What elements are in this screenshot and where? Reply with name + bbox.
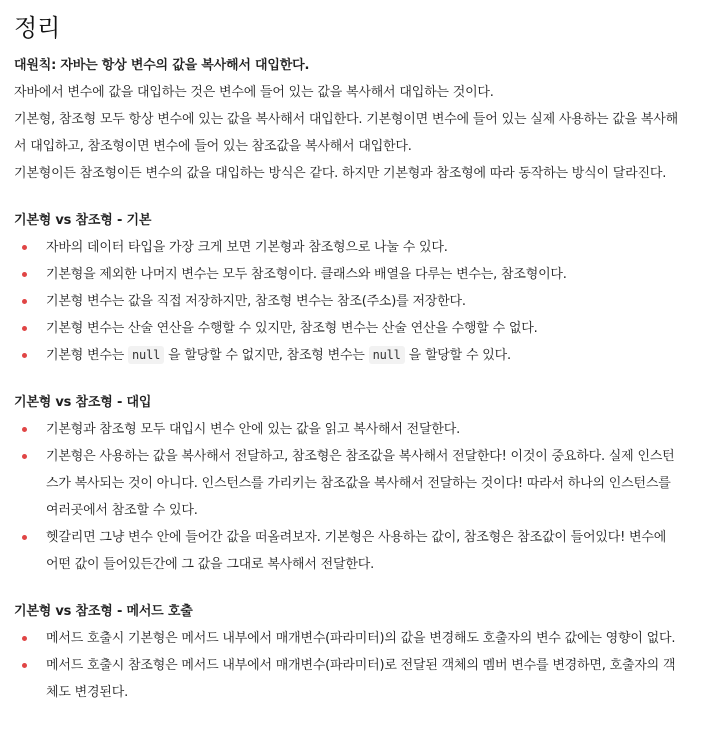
list-item-text: 자바의 데이터 타입을 가장 크게 보면 기본형과 참조형으로 나눌 수 있다. [46, 240, 448, 255]
page-title: 정리 [14, 14, 61, 42]
bullet-dot-icon [22, 299, 27, 304]
list-item [14, 342, 688, 369]
list-item-text-part: 을 할당할 수 있다. [404, 348, 511, 363]
bullet-list-assignment [14, 416, 688, 578]
list-item [14, 625, 688, 652]
list-item [14, 261, 688, 288]
list-item [14, 234, 688, 261]
list-item-text: 기본형 변수는 값을 직접 저장하지만, 참조형 변수는 참조(주소)를 저장한다. [46, 294, 466, 309]
list-item-text: 기본형과 참조형 모두 대입시 변수 안에 있는 값을 읽고 복사해서 전달한다. [46, 422, 460, 437]
intro-paragraph-2: 기본형, 참조형 모두 항상 변수에 있는 값을 복사해서 대입한다. 기본형이면 변수에 들어 있는 실제 사용하는 값을 복사해서 대입하고, 참조형이면 변수에 들어 있는 참조값을 복사해서 대입한다. [14, 112, 678, 154]
bullet-dot-icon [22, 454, 27, 459]
list-item [14, 443, 688, 524]
bullet-dot-icon [22, 663, 27, 668]
bullet-dot-icon [22, 353, 27, 358]
section-assignment [14, 389, 688, 578]
inline-code: null [128, 346, 164, 364]
list-item [14, 652, 688, 706]
list-item-text: 메서드 호출시 참조형은 메서드 내부에서 매개변수(파라미터)로 전달된 객체의 멤버 변수를 변경하면, 호출자의 객체도 변경된다. [46, 658, 676, 700]
bullet-dot-icon [22, 272, 27, 277]
section-title-method-call: 기본형 vs 참조형 - 메서드 호출 [14, 604, 193, 619]
section-basic [14, 207, 688, 369]
bullet-dot-icon [22, 245, 27, 250]
section-title-basic: 기본형 vs 참조형 - 기본 [14, 213, 152, 228]
list-item-text: 기본형은 사용하는 값을 복사해서 전달하고, 참조형은 참조값을 복사해서 전달한다! 이것이 중요하다. 실제 인스턴스가 복사되는 것이 아니다. 인스턴스를 가리키는 참조값을 복사해서 전달하는 것이다! 따라서 하나의 인스턴스를 여러곳에서 참조할 수 있다. [46, 449, 675, 518]
list-item [14, 416, 688, 443]
list-item-text-part: 기본형 변수는 [46, 348, 129, 363]
bullet-list-basic [14, 234, 688, 369]
list-item-text-part: 을 할당할 수 없지만, 참조형 변수는 [164, 348, 369, 363]
bullet-dot-icon [22, 535, 27, 540]
intro-paragraph-3: 기본형이든 참조형이든 변수의 값을 대입하는 방식은 같다. 하지만 기본형과 참조형에 따라 동작하는 방식이 달라진다. [14, 166, 667, 181]
list-item [14, 288, 688, 315]
principle-statement: 대원칙: 자바는 항상 변수의 값을 복사해서 대입한다. [14, 58, 310, 73]
list-item-text: 기본형을 제외한 나머지 변수는 모두 참조형이다. 클래스와 배열을 다루는 변수는, 참조형이다. [46, 267, 567, 282]
list-item-text: 헷갈리면 그냥 변수 안에 들어간 값을 떠올려보자. 기본형은 사용하는 값이, 참조형은 참조값이 들어있다! 변수에 어떤 값이 들어있든간에 그 값을 그대로 복사해서 전달한다. [46, 530, 667, 572]
bullet-list-method-call [14, 625, 688, 706]
intro-paragraph-1: 자바에서 변수에 값을 대입하는 것은 변수에 들어 있는 값을 복사해서 대입하는 것이다. [14, 85, 494, 100]
bullet-dot-icon [22, 636, 27, 641]
list-item [14, 315, 688, 342]
inline-code: null [369, 346, 405, 364]
bullet-dot-icon [22, 326, 27, 331]
list-item-text: 기본형 변수는 산술 연산을 수행할 수 있지만, 참조형 변수는 산술 연산을 수행할 수 없다. [46, 321, 538, 336]
list-item [14, 524, 688, 578]
section-method-call [14, 598, 688, 706]
section-title-assignment: 기본형 vs 참조형 - 대입 [14, 395, 152, 410]
list-item-text: 메서드 호출시 기본형은 메서드 내부에서 매개변수(파라미터)의 값을 변경해도 호출자의 변수 값에는 영향이 없다. [46, 631, 676, 646]
bullet-dot-icon [22, 427, 27, 432]
